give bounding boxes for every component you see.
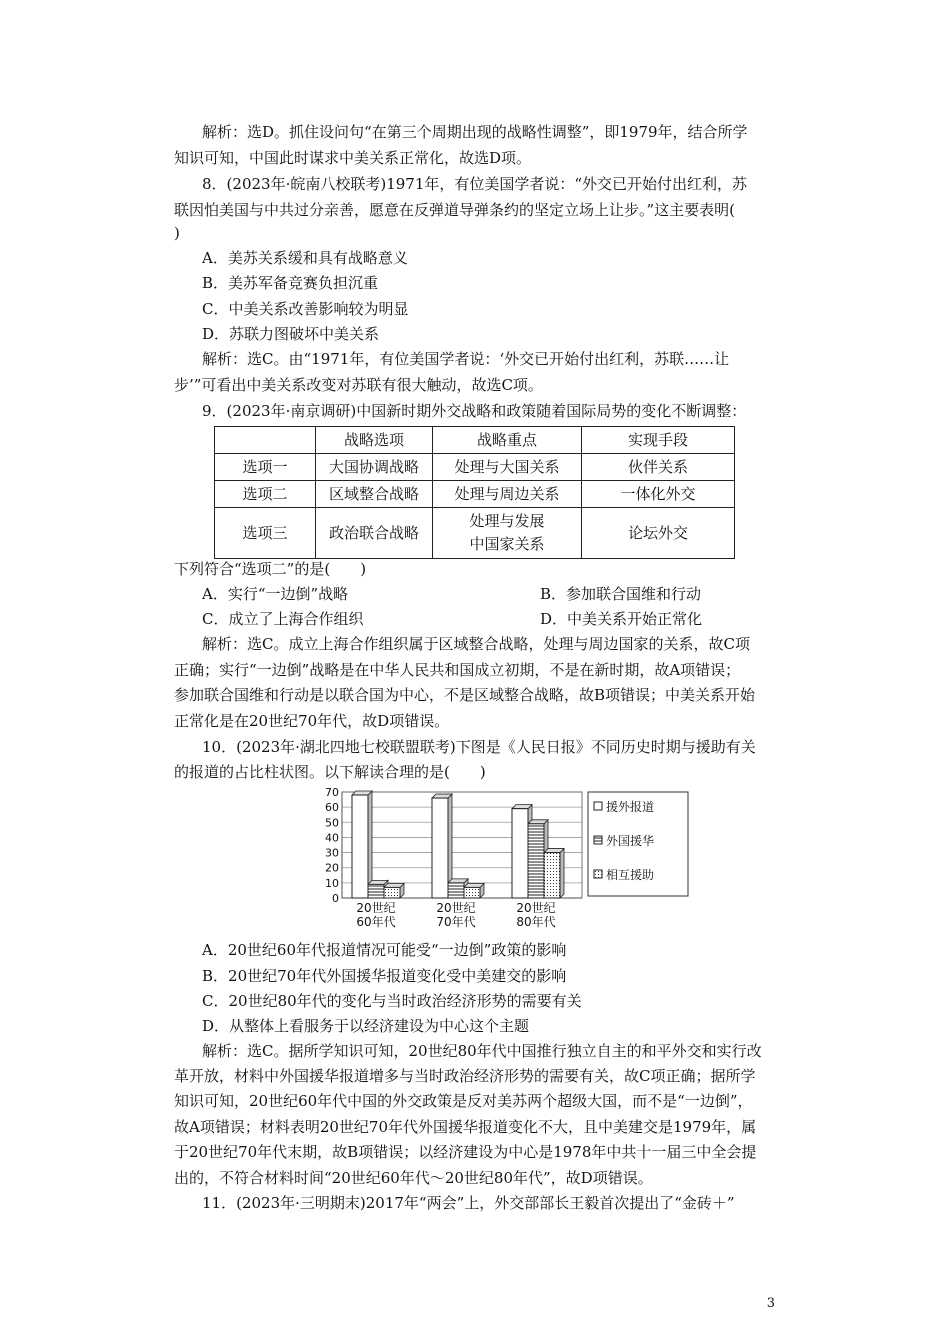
- bar: [384, 887, 400, 898]
- option-d: D．从整体上看服务于以经济建设为中心这个主题: [202, 1017, 530, 1035]
- paragraph-line: 解析：选D。抓住设问句“在第三个周期出现的战略性调整”，即1979年，结合所学: [202, 123, 748, 141]
- paragraph-line: 参加联合国维和行动是以联合国为中心，不是区域整合战略，故B项错误；中美关系开始: [174, 686, 756, 704]
- bar-top: [368, 880, 388, 884]
- bar-top: [464, 883, 484, 887]
- paragraph-line: 正常化是在20世纪70年代，故D项错误。: [174, 712, 450, 730]
- legend-label: 援外报道: [606, 800, 655, 814]
- table-cell: 伙伴关系: [582, 454, 735, 481]
- option-d: D．苏联力图破坏中美关系: [202, 325, 380, 343]
- paragraph-line: 于20世纪70年代末期，故B项错误；以经济建设为中心是1978年中共十一届三中全会提: [174, 1143, 757, 1161]
- option-a: A．20世纪60年代报道情况可能受“一边倒”政策的影响: [202, 941, 567, 959]
- x-tick-label: 60年代: [356, 915, 396, 929]
- legend-swatch: [594, 802, 602, 810]
- paragraph-line: 联因怕美国与中共过分亲善，愿意在反弹道导弹条约的坚定立场上让步。”这主要表明(: [174, 201, 736, 219]
- bar-top: [544, 849, 564, 853]
- bar-chart: [318, 786, 690, 940]
- table-header-cell: 实现手段: [582, 427, 735, 454]
- y-tick-label: 70: [325, 786, 339, 799]
- y-tick-label: 10: [325, 876, 339, 890]
- y-tick-label: 30: [325, 846, 339, 860]
- x-tick-label: 20世纪: [516, 901, 556, 915]
- bar: [528, 824, 544, 898]
- x-tick-label: 20世纪: [356, 901, 396, 915]
- bar: [352, 795, 368, 898]
- bar: [368, 884, 384, 898]
- table-cell: 论坛外交: [582, 508, 735, 559]
- paragraph-line: 解析：选C。由“1971年，有位美国学者说：‘外交已开始付出红利，苏联……让: [202, 350, 730, 368]
- option-c: C．成立了上海合作组织: [202, 610, 364, 628]
- table-row: [215, 508, 735, 559]
- question-8-stem: 8．(2023年·皖南八校联考)1971年，有位美国学者说：“外交已开始付出红利，苏: [202, 175, 748, 193]
- table-cell: 选项一: [215, 454, 316, 481]
- page-number: 3: [766, 1296, 775, 1311]
- bar: [512, 809, 528, 898]
- y-tick-label: 0: [332, 892, 339, 905]
- paragraph-line: 出的，不符合材料时间“20世纪60年代～20世纪80年代”，故D项错误。: [174, 1169, 653, 1187]
- question-10-stem: 10．(2023年·湖北四地七校联盟联考)下图是《人民日报》不同历史时期与援助有关: [202, 738, 756, 756]
- question-9-stem: 9．(2023年·南京调研)中国新时期外交战略和政策随着国际局势的变化不断调整：: [202, 402, 747, 420]
- table-cell: 政治联合战略: [316, 508, 433, 559]
- bar-top: [512, 805, 532, 809]
- bar-top: [448, 879, 468, 883]
- y-tick-label: 50: [325, 816, 339, 830]
- table-cell: 处理与发展 中国家关系: [433, 508, 582, 559]
- bar-top: [384, 883, 404, 887]
- bar-side: [560, 849, 564, 898]
- paragraph-line: 步’”可看出中美关系改变对苏联有很大触动，故选C项。: [174, 376, 543, 394]
- bar-top: [352, 791, 372, 795]
- paragraph-line: 知识可知，中国此时谋求中美关系正常化，故选D项。: [174, 149, 532, 167]
- y-tick-label: 40: [325, 831, 339, 845]
- option-c: C．20世纪80年代的变化与当时政治经济形势的需要有关: [202, 992, 582, 1010]
- y-tick-label: 60: [325, 801, 339, 815]
- bar-chart-svg: [318, 786, 690, 936]
- option-b: B．20世纪70年代外国援华报道变化受中美建交的影响: [202, 967, 567, 985]
- bar: [432, 798, 448, 898]
- question-11-stem: 11．(2023年·三明期末)2017年“两会”上，外交部部长王毅首次提出了“金砖＋”: [202, 1194, 735, 1212]
- table-cell: 选项三: [215, 508, 316, 559]
- paragraph-line: 解析：选C。据所学知识可知，20世纪80年代中国推行独立自主的和平外交和实行改: [202, 1042, 762, 1060]
- paragraph-line: 的报道的占比柱状图。以下解读合理的是( ): [174, 763, 486, 781]
- table-header-row: [215, 427, 735, 454]
- option-a: A．美苏关系缓和具有战略意义: [202, 249, 408, 267]
- option-b: B．参加联合国维和行动: [540, 585, 702, 603]
- legend-label: 外国援华: [606, 834, 655, 848]
- x-tick-label: 20世纪: [436, 901, 476, 915]
- table-cell: 区域整合战略: [316, 481, 433, 508]
- paragraph-line: ): [174, 224, 180, 242]
- option-a: A．实行“一边倒”战略: [202, 585, 349, 603]
- option-c: C．中美关系改善影响较为明显: [202, 300, 409, 318]
- table-cell: 大国协调战略: [316, 454, 433, 481]
- x-tick-label: 70年代: [436, 915, 476, 929]
- table-header-cell: 战略选项: [316, 427, 433, 454]
- bar: [464, 887, 480, 898]
- paragraph-line: 正确；实行“一边倒”战略是在中华人民共和国成立初期，不是在新时期，故A项错误；: [174, 661, 741, 679]
- paragraph-line: 故A项错误；材料表明20世纪70年代外国援华报道变化不大，且中美建交是1979年，属: [174, 1118, 757, 1136]
- table-header-cell: 战略重点: [433, 427, 582, 454]
- paragraph-line: 革开放，材料中外国援华报道增多与当时政治经济形势的需要有关，故C项正确；据所学: [174, 1067, 756, 1085]
- option-b: B．美苏军备竞赛负担沉重: [202, 274, 379, 292]
- table-cell: 处理与周边关系: [433, 481, 582, 508]
- legend-swatch: [594, 870, 602, 878]
- table-cell: 选项二: [215, 481, 316, 508]
- x-tick-label: 80年代: [516, 915, 556, 929]
- legend-swatch: [594, 836, 602, 844]
- table-cell: 一体化外交: [582, 481, 735, 508]
- table-header-cell: [215, 427, 316, 454]
- option-d: D．中美关系开始正常化: [540, 610, 703, 628]
- table-row: [215, 481, 735, 508]
- paragraph-line: 解析：选C。成立上海合作组织属于区域整合战略，处理与周边国家的关系，故C项: [202, 635, 750, 653]
- table-row: [215, 454, 735, 481]
- bar-top: [528, 820, 548, 824]
- bar: [544, 853, 560, 898]
- y-tick-label: 20: [325, 861, 339, 875]
- strategy-table: [214, 426, 735, 559]
- table-cell: 处理与大国关系: [433, 454, 582, 481]
- legend-label: 相互援助: [606, 868, 655, 882]
- paragraph-line: 知识可知，20世纪60年代中国的外交政策是反对美苏两个超级大国，而不是“一边倒”，: [174, 1092, 753, 1110]
- bar: [448, 883, 464, 898]
- question-9-prompt: 下列符合“选项二”的是( ): [174, 560, 367, 578]
- bar-top: [432, 794, 452, 798]
